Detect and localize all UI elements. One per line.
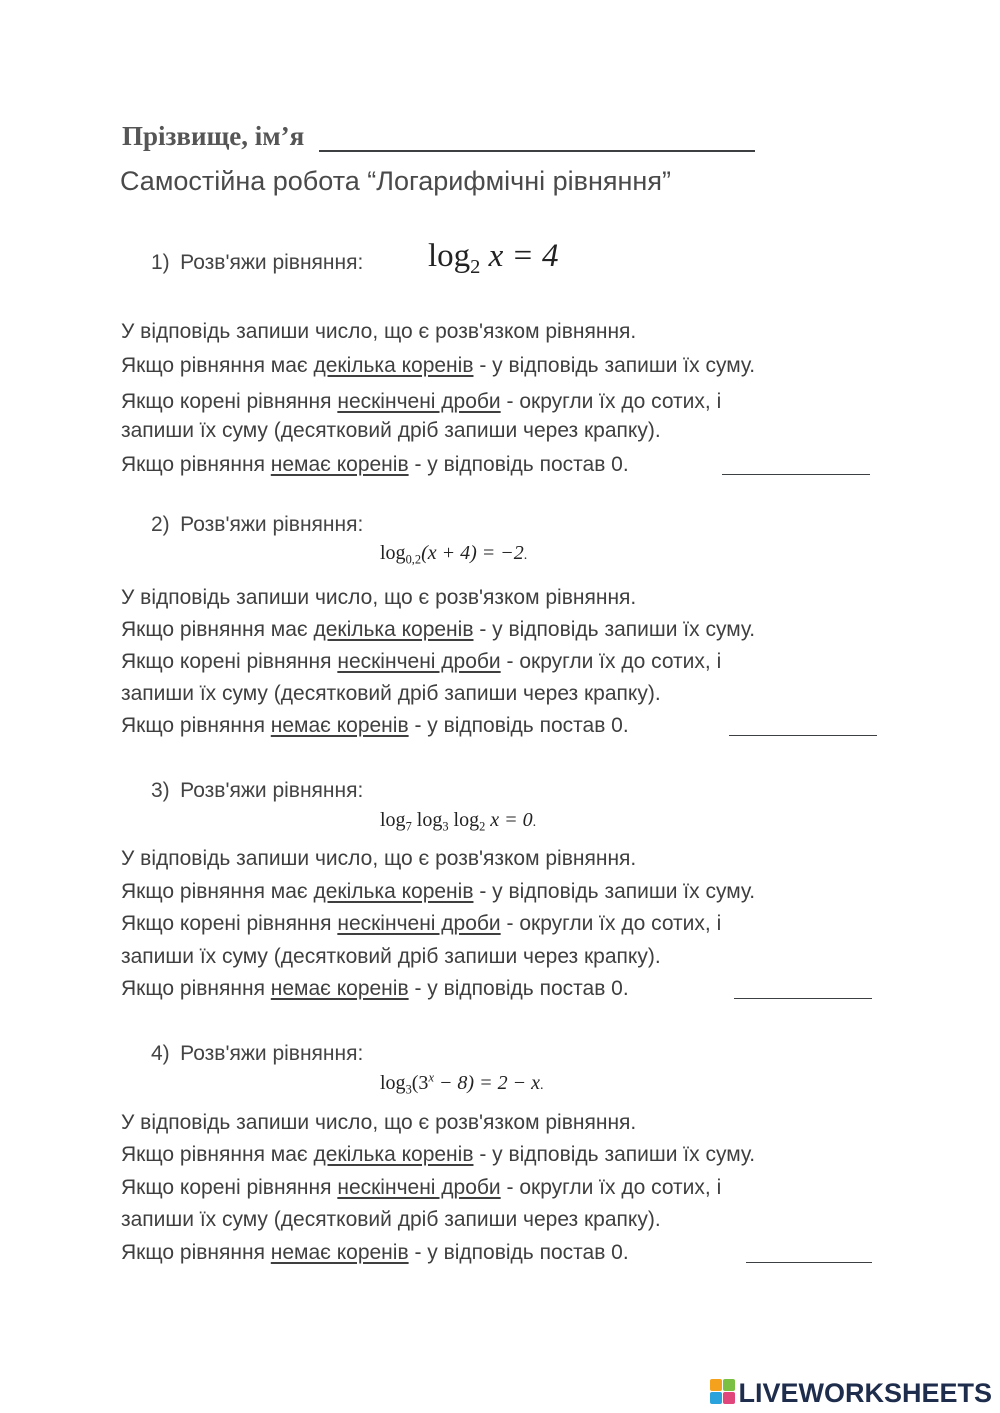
text: - округли їх до сотих, і: [500, 1176, 722, 1199]
instruction-line-1: У відповідь запиши число, що є розв'язком рівняння.: [121, 1111, 637, 1134]
instruction-line-5: [121, 714, 629, 738]
task-3-heading: [151, 779, 363, 803]
instruction-line-4: запиши їх суму (десятковий дріб запиши через крапку).: [121, 1208, 661, 1231]
eq-dot: .: [539, 1078, 544, 1093]
text: Якщо рівняння має: [121, 880, 314, 903]
equation-3: [380, 809, 536, 832]
liveworksheets-logo: [710, 1378, 992, 1409]
text: Якщо рівняння: [121, 977, 271, 1000]
underlined-text: нескінчені дроби: [337, 650, 501, 673]
text: Якщо рівняння має: [121, 1143, 314, 1166]
text: Якщо корені рівняння: [121, 912, 338, 935]
underlined-text: декілька коренів: [313, 618, 474, 641]
instruction-line-4: запиши їх суму (десятковий дріб запиши через крапку).: [121, 419, 661, 442]
underlined-text: декілька коренів: [313, 354, 474, 377]
instruction-line-2: [121, 354, 755, 378]
text: Якщо рівняння має: [121, 354, 314, 377]
text: - у відповідь запиши їх суму.: [473, 354, 756, 377]
text: - у відповідь постав 0.: [408, 977, 629, 1000]
eq-base: 0,2: [405, 552, 422, 567]
instruction-line-5: [121, 453, 629, 477]
eq-rest: (x + 4) = −2: [421, 542, 524, 564]
instruction-line-3: [121, 390, 721, 414]
answer-input-3[interactable]: [734, 976, 872, 999]
text: Якщо корені рівняння: [121, 1176, 338, 1199]
text: - округли їх до сотих, і: [500, 650, 722, 673]
instruction-line-5: [121, 1241, 629, 1265]
instruction-line-1: У відповідь запиши число, що є розв'язком рівняння.: [121, 320, 637, 343]
eq-base: 7: [405, 819, 412, 834]
text: - у відповідь запиши їх суму.: [473, 1143, 756, 1166]
eq-log: log: [380, 1072, 406, 1094]
text: Якщо корені рівняння: [121, 390, 338, 413]
instruction-line-4: запиши їх суму (десятковий дріб запиши через крапку).: [121, 945, 661, 968]
text: - у відповідь запиши їх суму.: [473, 618, 756, 641]
answer-input-4[interactable]: [746, 1240, 872, 1263]
name-label-row: [122, 120, 755, 152]
eq-log: log: [411, 809, 443, 831]
underlined-text: нескінчені дроби: [337, 390, 501, 413]
eq-base: 3: [442, 819, 449, 834]
text: - округли їх до сотих, і: [500, 912, 722, 935]
text: Якщо рівняння: [121, 1241, 271, 1264]
text: Якщо рівняння має: [121, 618, 314, 641]
underlined-text: немає коренів: [270, 977, 409, 1000]
task-2-heading: [151, 513, 363, 537]
task-prompt: Розв'яжи рівняння:: [180, 1042, 364, 1065]
equation-2: [380, 542, 527, 565]
task-1-heading: [151, 251, 363, 275]
underlined-text: декілька коренів: [313, 880, 474, 903]
eq-base: 2: [479, 819, 486, 834]
instruction-line-1: У відповідь запиши число, що є розв'язком рівняння.: [121, 586, 637, 609]
eq-text: (3: [411, 1072, 429, 1094]
task-number: 1): [151, 251, 170, 274]
equation-4: [380, 1072, 543, 1095]
instruction-line-3: [121, 650, 721, 674]
page-title: Самостійна робота “Логарифмічні рівняння”: [120, 166, 671, 196]
text: Якщо корені рівняння: [121, 650, 338, 673]
underlined-text: нескінчені дроби: [337, 912, 501, 935]
task-prompt: Розв'яжи рівняння:: [180, 513, 364, 536]
eq-rest: x = 4: [480, 238, 559, 274]
task-4-heading: [151, 1042, 363, 1066]
text: Якщо рівняння: [121, 453, 271, 476]
eq-dot: .: [523, 548, 528, 563]
text: - у відповідь постав 0.: [408, 1241, 629, 1264]
task-prompt: Розв'яжи рівняння:: [180, 779, 364, 802]
underlined-text: декілька коренів: [313, 1143, 474, 1166]
logo-text: LIVEWORKSHEETS: [738, 1378, 992, 1408]
instruction-line-2: [121, 1143, 755, 1167]
underlined-text: немає коренів: [270, 453, 409, 476]
answer-input-1[interactable]: [722, 452, 870, 475]
text: - у відповідь постав 0.: [408, 453, 629, 476]
eq-exponent: x: [428, 1070, 434, 1085]
instruction-line-3: [121, 912, 721, 936]
task-prompt: Розв'яжи рівняння:: [180, 251, 364, 274]
equation-1: [428, 238, 559, 279]
instruction-line-4: запиши їх суму (десятковий дріб запиши через крапку).: [121, 682, 661, 705]
task-number: 3): [151, 779, 170, 802]
eq-base: 3: [405, 1082, 412, 1097]
text: - у відповідь запиши їх суму.: [473, 880, 756, 903]
name-input-field[interactable]: [319, 120, 755, 152]
eq-log: log: [428, 238, 471, 274]
task-number: 2): [151, 513, 170, 536]
eq-dot: .: [532, 815, 537, 830]
instruction-line-3: [121, 1176, 721, 1200]
eq-base: 2: [470, 256, 481, 279]
instruction-line-1: У відповідь запиши число, що є розв'язком рівняння.: [121, 847, 637, 870]
eq-log: log: [380, 542, 406, 564]
liveworksheets-logo-icon: [710, 1379, 736, 1405]
text: Якщо рівняння: [121, 714, 271, 737]
answer-input-2[interactable]: [729, 713, 877, 736]
eq-rest: − 8) = 2 − x: [433, 1072, 540, 1094]
instruction-line-2: [121, 880, 755, 904]
underlined-text: немає коренів: [270, 1241, 409, 1264]
instruction-line-2: [121, 618, 755, 642]
name-label: Прізвище, ім’я: [122, 121, 305, 151]
underlined-text: нескінчені дроби: [337, 1176, 501, 1199]
eq-log: log: [380, 809, 406, 831]
instruction-line-5: [121, 977, 629, 1001]
text: - у відповідь постав 0.: [408, 714, 629, 737]
task-number: 4): [151, 1042, 170, 1065]
text: - округли їх до сотих, і: [500, 390, 722, 413]
eq-log: log: [448, 809, 480, 831]
underlined-text: немає коренів: [270, 714, 409, 737]
eq-rest: x = 0: [485, 809, 533, 831]
